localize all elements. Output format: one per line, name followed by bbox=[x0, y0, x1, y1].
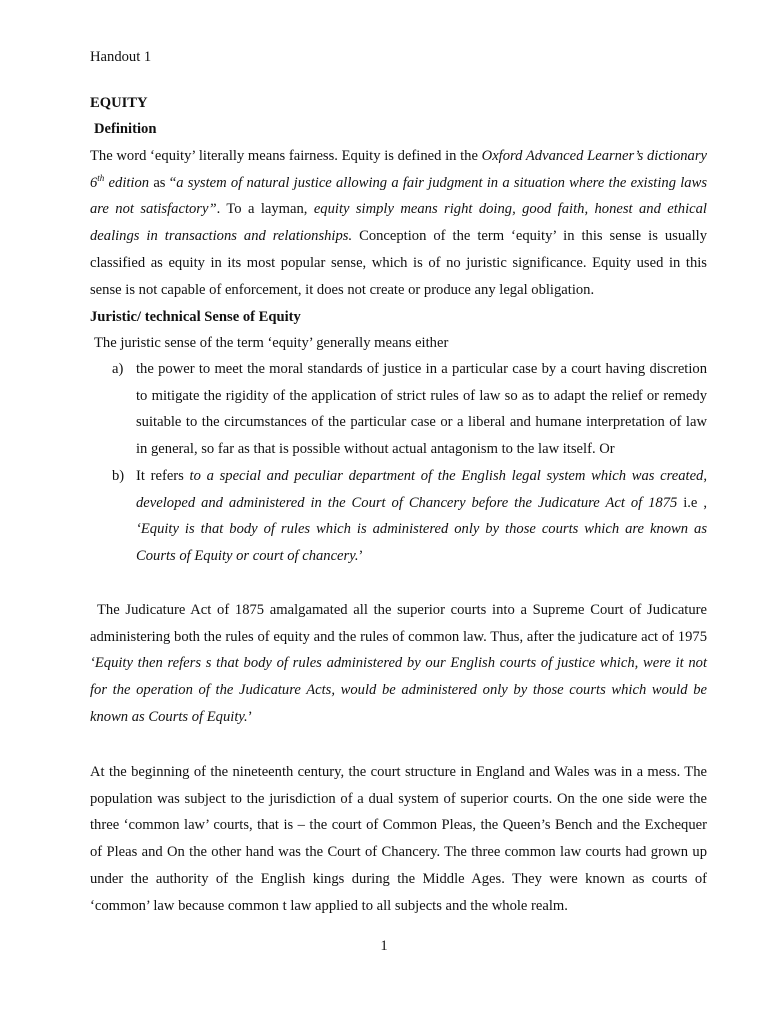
list-marker-b: b) bbox=[112, 467, 125, 484]
juristic-heading: Juristic/ technical Sense of Equity bbox=[90, 309, 301, 325]
page-number: 1 bbox=[380, 938, 388, 954]
document-title: EQUITY bbox=[90, 95, 148, 111]
list-item-b: b) It refers to a special and peculiar department of the English legal system which was created, developed and administered in the Court of Chancery before the Judicature Act of 1875 i.e , ‘Equity is that body of rules which is administered only by those courts which are known as Courts of Equity or court of chancery.’ bbox=[90, 463, 707, 570]
list-item-a bbox=[90, 356, 707, 463]
definition-paragraph: The word ‘equity’ literally means fairness. Equity is defined in the Oxford Advanced Learner’s dictionary 6th edition as “a system of natural justice allowing a fair judgment in a situation where the existing laws are not satisfactory”. To a layman, equity simply means right doing, good faith, honest and ethical dealings in transactions and relationships. Conception of the term ‘equity’ in this sense is usually classified as equity in its most popular sense, which is of no juristic significance. Equity used in this sense is not capable of enforcement, it does not create or produce any legal obligation. bbox=[90, 148, 708, 298]
juristic-intro: The juristic sense of the term ‘equity’ generally means either bbox=[94, 335, 449, 351]
juristic-list bbox=[90, 356, 707, 570]
handout-label: Handout 1 bbox=[90, 49, 152, 65]
list-text-a: the power to meet the moral standards of justice in a particular case by a court having discretion to mitigate the rigidity of the application of strict rules of law so as to adapt the relief or remedy suitable to the circumstances of the particular case or a liberal and humane interpretation of law in general, so far as that is possible without actual antagonism to the law itself. Or bbox=[136, 361, 707, 458]
history-paragraph: At the beginning of the nineteenth century, the court structure in England and Wales was in a mess. The population was subject to the jurisdiction of a dual system of superior courts. On the one side were the three ‘common law’ courts, that is – the court of Common Pleas, the Queen’s Bench and the Exchequer of Pleas and On the other hand was the Court of Chancery. The three common law courts had grown up under the authority of the English kings during the Middle Ages. They were known as courts of ‘common’ law because common t law applied to all subjects and the whole realm. bbox=[90, 764, 707, 914]
definition-heading: Definition bbox=[94, 121, 157, 137]
list-marker-a: a) bbox=[112, 361, 124, 377]
judicature-paragraph: The Judicature Act of 1875 amalgamated all the superior courts into a Supreme Court of Judicature administering both the rules of equity and the rules of common law. Thus, after the judicature act of 1975 ‘Equity then refers s that body of rules administered by our English courts of justice which, were it not for the operation of the Judicature Acts, would be administered only by those courts which would be known as Courts of Equity.’ bbox=[90, 602, 707, 725]
